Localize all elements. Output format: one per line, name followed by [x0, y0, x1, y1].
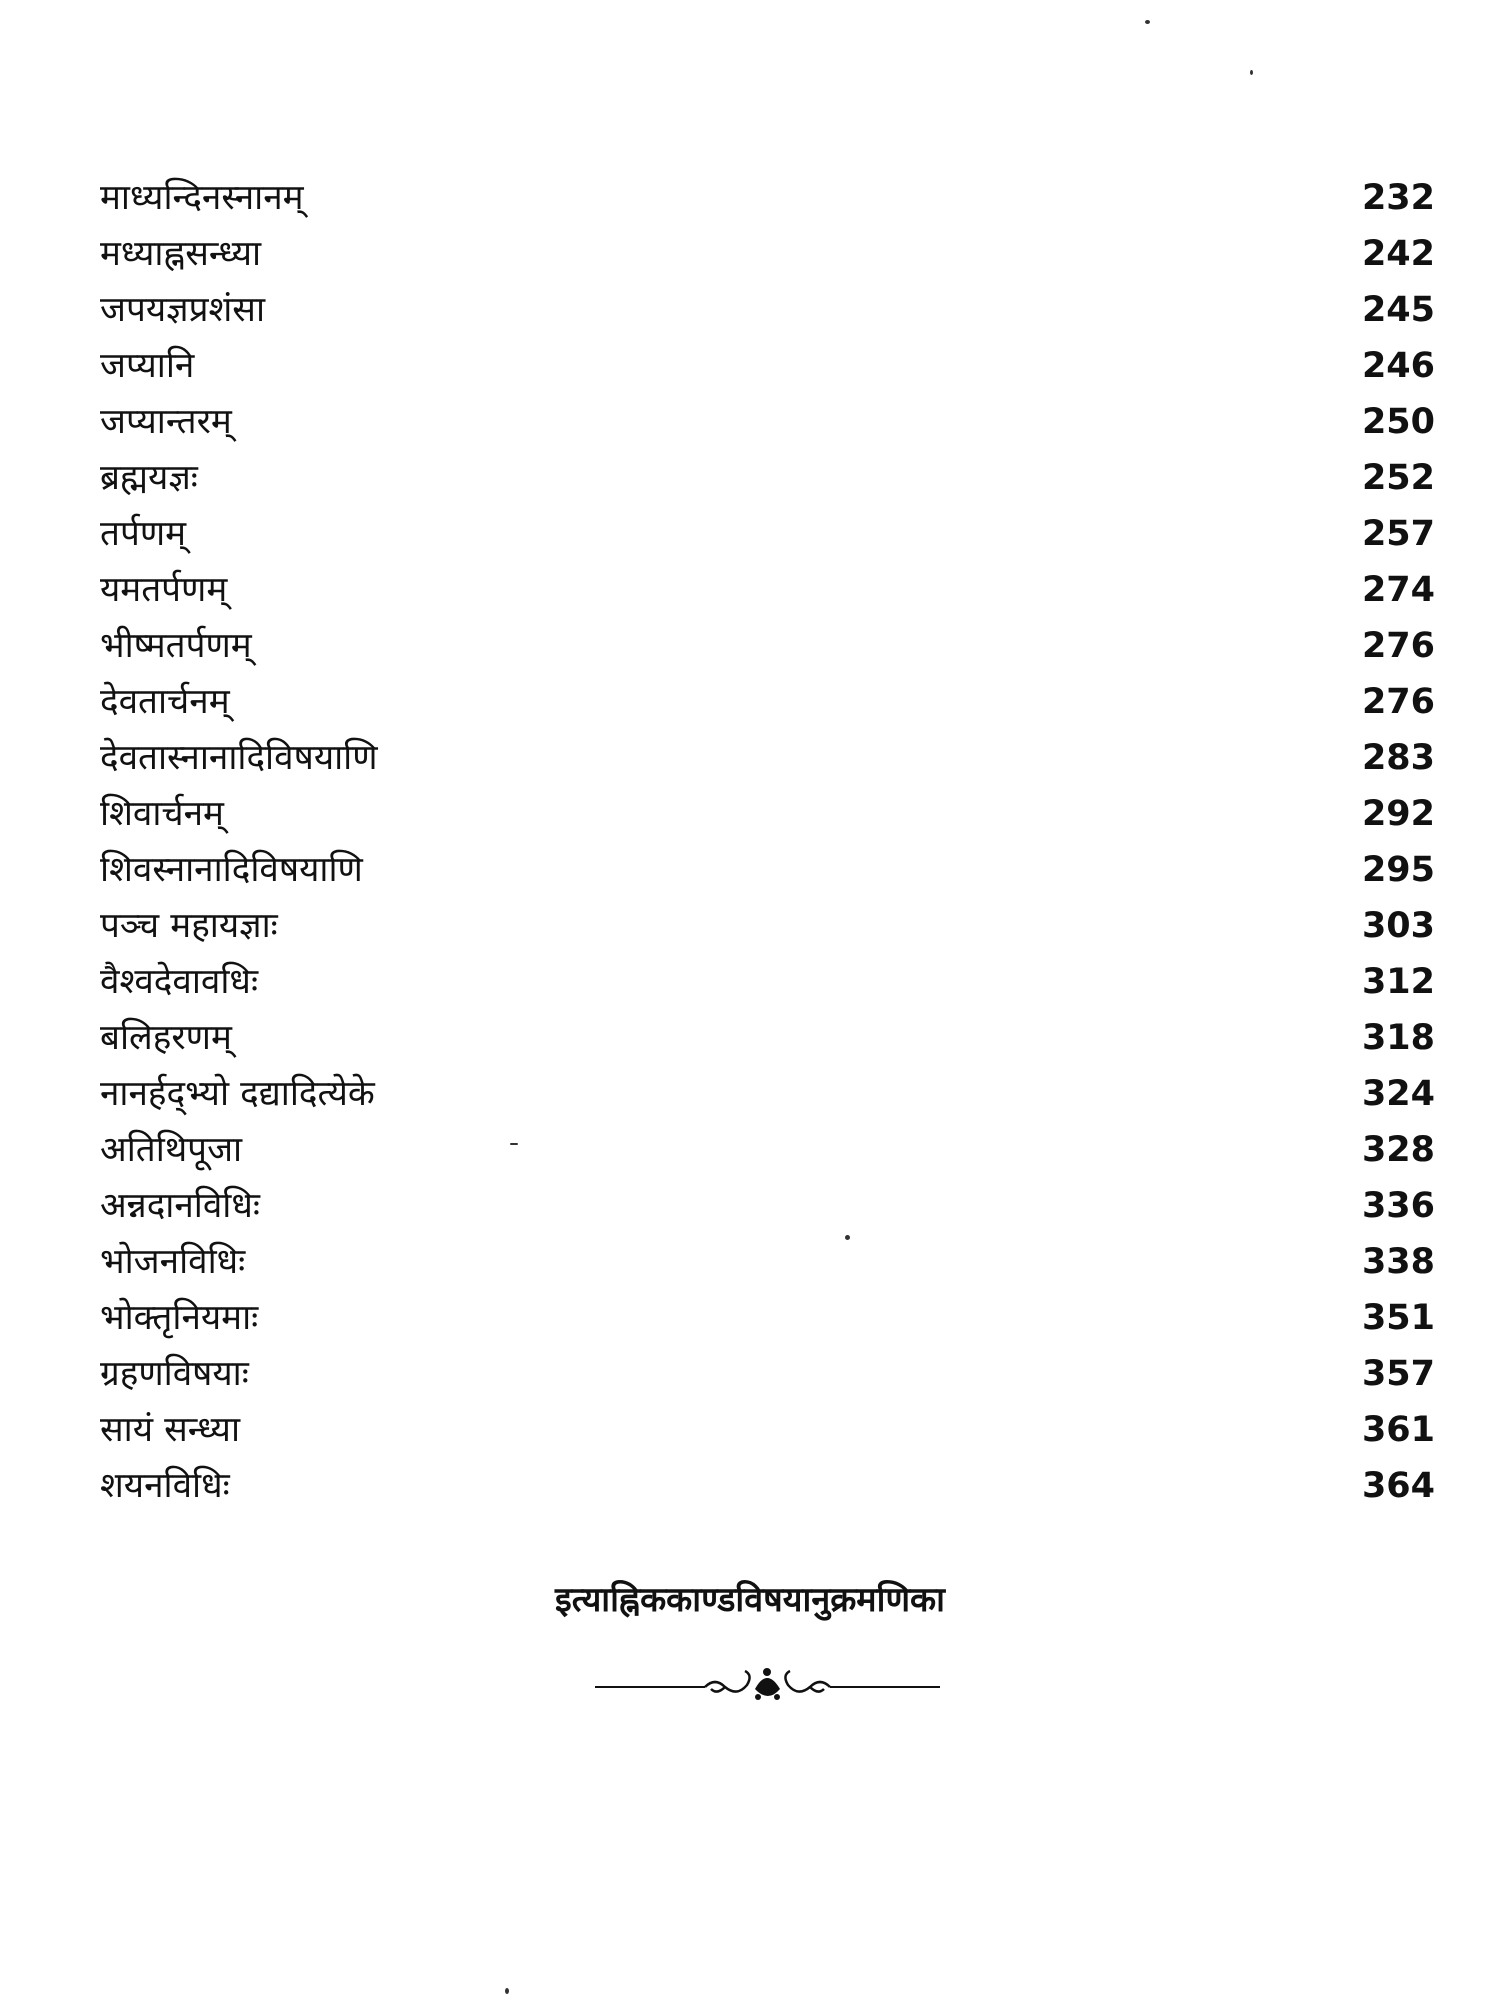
- toc-entry: [100, 954, 1435, 1010]
- toc-entry: [100, 394, 1435, 450]
- toc-entry-page-number: 276: [1361, 626, 1435, 666]
- ornamental-divider-icon: [595, 1665, 940, 1705]
- toc-entry: [100, 562, 1435, 618]
- toc-entry-title: शिवार्चनम्: [100, 794, 224, 834]
- toc-entry-page-number: 274: [1361, 570, 1435, 610]
- toc-entry-title: जप्यान्तरम्: [100, 402, 232, 442]
- toc-entry-title: ब्रह्मयज्ञः: [100, 458, 198, 498]
- toc-entry-title: शयनविधिः: [100, 1466, 230, 1506]
- print-speck: [510, 1143, 518, 1145]
- toc-entry-page-number: 318: [1361, 1018, 1435, 1058]
- toc-entry-page-number: 303: [1361, 906, 1435, 946]
- toc-entry: [100, 1234, 1435, 1290]
- toc-entry-title: बलिहरणम्: [100, 1018, 232, 1058]
- toc-entry: [100, 506, 1435, 562]
- toc-entry-page-number: 283: [1361, 738, 1435, 778]
- toc-entry: [100, 338, 1435, 394]
- toc-entry: [100, 898, 1435, 954]
- toc-entry-page-number: 312: [1361, 962, 1435, 1002]
- toc-entry-page-number: 242: [1361, 234, 1435, 274]
- toc-entry: [100, 1178, 1435, 1234]
- toc-entry: [100, 1346, 1435, 1402]
- toc-entry-title: पञ्च महायज्ञाः: [100, 906, 278, 946]
- print-speck: [845, 1235, 850, 1240]
- toc-entry-title: शिवस्नानादिविषयाणि: [100, 850, 363, 890]
- toc-entry-title: ग्रहणविषयाः: [100, 1354, 249, 1394]
- toc-entry-page-number: 357: [1361, 1354, 1435, 1394]
- toc-entry-title: वैश्वदेवावधिः: [100, 962, 259, 1002]
- section-closing-text: इत्याह्निककाण्डविषयानुक्रमणिका: [555, 1580, 945, 1620]
- toc-entry-page-number: 361: [1361, 1410, 1435, 1450]
- toc-entry-page-number: 338: [1361, 1242, 1435, 1282]
- toc-entry: [100, 674, 1435, 730]
- print-speck: [505, 1988, 509, 1994]
- toc-entry: [100, 842, 1435, 898]
- toc-entry-title: नानर्हद्भ्यो दद्यादित्येके: [100, 1074, 375, 1114]
- toc-entry-page-number: 324: [1361, 1074, 1435, 1114]
- toc-entry-page-number: 246: [1361, 346, 1435, 386]
- print-speck: [1250, 70, 1253, 75]
- toc-entry: [100, 170, 1435, 226]
- toc-entry-title: माध्यन्दिनस्नानम्: [100, 178, 304, 218]
- toc-entry-page-number: 257: [1361, 514, 1435, 554]
- toc-entry-page-number: 328: [1361, 1130, 1435, 1170]
- toc-entry-title: भोक्तृनियमाः: [100, 1298, 259, 1338]
- toc-entry: [100, 730, 1435, 786]
- toc-entry-title: अतिथिपूजा: [100, 1130, 243, 1170]
- toc-entry-page-number: 245: [1361, 290, 1435, 330]
- toc-entry: [100, 1010, 1435, 1066]
- toc-entry: [100, 282, 1435, 338]
- toc-entry-page-number: 336: [1361, 1186, 1435, 1226]
- toc-entry: [100, 786, 1435, 842]
- toc-entry-title: देवतास्नानादिविषयाणि: [100, 738, 378, 778]
- toc-entry-page-number: 364: [1361, 1466, 1435, 1506]
- toc-entry-title: सायं सन्ध्या: [100, 1410, 241, 1450]
- toc-entry-page-number: 276: [1361, 682, 1435, 722]
- toc-entry-page-number: 295: [1361, 850, 1435, 890]
- toc-entry-title: देवतार्चनम्: [100, 682, 230, 722]
- toc-entry-title: यमतर्पणम्: [100, 570, 228, 610]
- toc-entry-title: मध्याह्नसन्ध्या: [100, 234, 262, 274]
- toc-entry-title: तर्पणम्: [100, 514, 187, 554]
- toc-entry: [100, 1458, 1435, 1514]
- toc-entry: [100, 1122, 1435, 1178]
- toc-entry-title: भोजनविधिः: [100, 1242, 246, 1282]
- toc-entry-title: भीष्मतर्पणम्: [100, 626, 252, 666]
- toc-entry-title: जपयज्ञप्रशंसा: [100, 290, 266, 330]
- toc-entry: [100, 618, 1435, 674]
- toc-entry-page-number: 292: [1361, 794, 1435, 834]
- toc-entry: [100, 1402, 1435, 1458]
- print-speck: [1145, 20, 1150, 24]
- toc-entry: [100, 1290, 1435, 1346]
- toc-entry-page-number: 351: [1361, 1298, 1435, 1338]
- toc-entry: [100, 226, 1435, 282]
- toc-entry-page-number: 250: [1361, 402, 1435, 442]
- toc-entry-title: जप्यानि: [100, 346, 195, 386]
- toc-entry-page-number: 252: [1361, 458, 1435, 498]
- toc-entry-title: अन्नदानविधिः: [100, 1186, 260, 1226]
- toc-entry-page-number: 232: [1361, 178, 1435, 218]
- toc-entry: [100, 1066, 1435, 1122]
- table-of-contents: [100, 170, 1435, 1514]
- toc-entry: [100, 450, 1435, 506]
